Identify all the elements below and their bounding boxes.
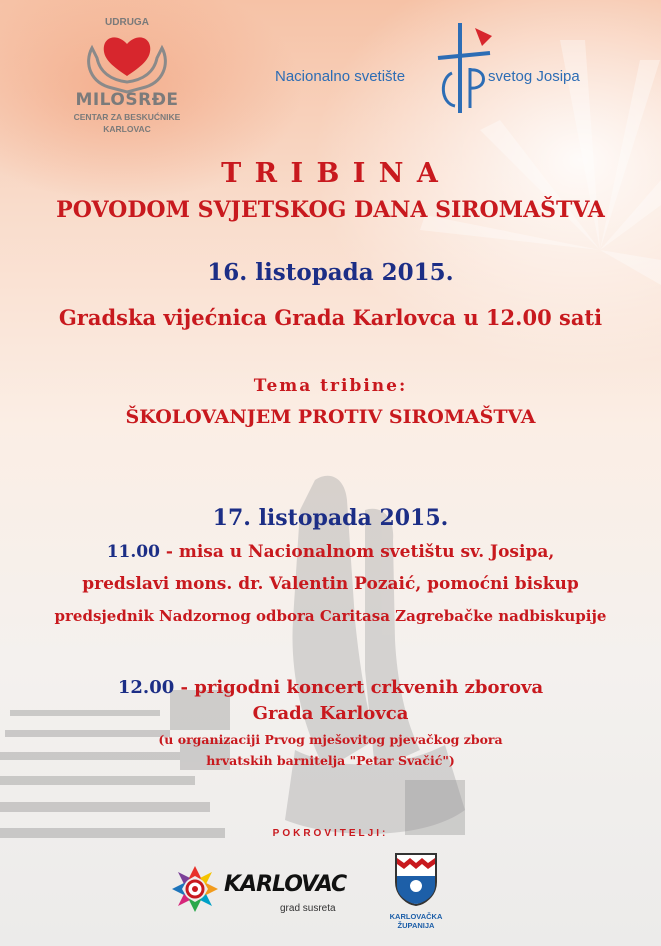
- karlovacka-zupanija-logo: [380, 852, 452, 932]
- day1-theme: ŠKOLOVANJEM PROTIV SIROMAŠTVA: [125, 406, 536, 428]
- concert-time: 12.00: [117, 677, 175, 698]
- concert-line2: Grada Karlovca: [252, 703, 409, 724]
- nacionalno-svetiste-logo: [270, 18, 610, 128]
- milosrdje-logo: [62, 14, 192, 140]
- mass-time: 11.00: [106, 542, 160, 562]
- karlovac-city-logo: [172, 860, 352, 920]
- sponsors-label: POKROVITELJI:: [272, 828, 389, 839]
- county-name: KARLOVAČKA ŽUPANIJA: [389, 912, 443, 930]
- logo-name: MILOSRĐE: [75, 90, 179, 110]
- logo-subtitle: CENTAR ZA BESKUĆNIKE: [73, 112, 181, 122]
- logo-udruga-text: UDRUGA: [105, 17, 149, 28]
- concert-note2: hrvatskih barnitelja "Petar Svačić"): [206, 753, 455, 768]
- shrine-logo-text-right: svetog Josipa: [488, 68, 580, 85]
- logo-city: KARLOVAC: [103, 124, 151, 134]
- heart-hands-icon: [82, 28, 172, 94]
- day2-date: 17. listopada 2015.: [212, 505, 449, 531]
- karlovac-tagline: grad susreta: [280, 903, 336, 914]
- mass-text: - misa u Nacionalnom svetištu sv. Josipa,: [159, 542, 555, 562]
- shrine-logo-text-left: Nacionalno svetište: [275, 68, 406, 85]
- karlovac-star-icon: [172, 866, 218, 912]
- event-subtitle: POVODOM SVJETSKOG DANA SIROMAŠTVA: [56, 197, 605, 223]
- mass-line1: [0, 542, 661, 562]
- mass-line3: predsjednik Nadzornog odbora Caritasa Zagrebačke nadbiskupije: [54, 607, 607, 625]
- day1-theme-label: Tema tribine:: [253, 376, 408, 396]
- event-title: T R I B I N A: [221, 158, 440, 189]
- concert-line1: [0, 677, 661, 698]
- day1-date: 16. listopada 2015.: [207, 259, 454, 286]
- concert-note1: (u organizaciji Prvog mješovitog pjevačkog zbora: [158, 732, 503, 747]
- day1-place: Gradska vijećnica Grada Karlovca u 12.00 sati: [58, 305, 603, 330]
- mass-line2: predslavi mons. dr. Valentin Pozaić, pomoćni biskup: [82, 574, 579, 594]
- karlovac-wordmark: KARLOVAC: [224, 872, 347, 897]
- concert-text: - prigodni koncert crkvenih zborova: [174, 677, 544, 698]
- county-coat-of-arms-icon: [394, 852, 438, 906]
